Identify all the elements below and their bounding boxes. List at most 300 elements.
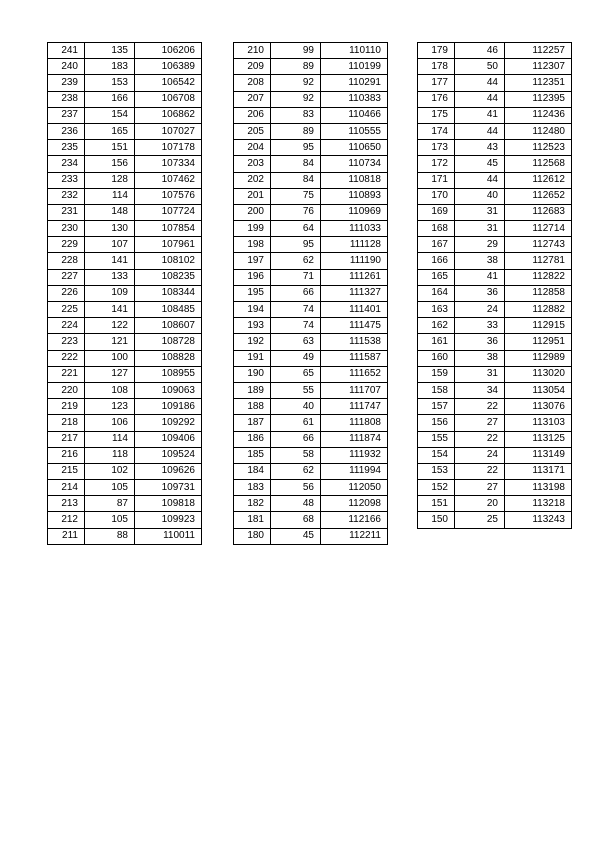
cumulative-cell: 107961	[135, 237, 202, 253]
table-row	[234, 447, 388, 463]
score-cell: 235	[48, 140, 85, 156]
score-cell: 212	[48, 512, 85, 528]
count-cell: 68	[271, 512, 321, 528]
table-row	[418, 269, 572, 285]
cumulative-cell: 112882	[505, 302, 572, 318]
score-cell: 174	[418, 123, 455, 139]
table-row	[48, 91, 202, 107]
cumulative-cell: 110734	[321, 156, 388, 172]
score-cell: 201	[234, 188, 271, 204]
cumulative-cell: 106862	[135, 107, 202, 123]
score-cell: 166	[418, 253, 455, 269]
count-cell: 105	[85, 480, 135, 496]
score-cell: 206	[234, 107, 271, 123]
score-cell: 156	[418, 415, 455, 431]
table-row	[234, 75, 388, 91]
count-cell: 121	[85, 334, 135, 350]
score-cell: 234	[48, 156, 85, 172]
cumulative-cell: 111707	[321, 382, 388, 398]
count-cell: 61	[271, 415, 321, 431]
score-cell: 203	[234, 156, 271, 172]
score-cell: 167	[418, 237, 455, 253]
count-cell: 45	[271, 528, 321, 544]
count-cell: 25	[455, 512, 505, 528]
table-row	[418, 415, 572, 431]
score-cell: 204	[234, 140, 271, 156]
table-row	[48, 415, 202, 431]
cumulative-cell: 109406	[135, 431, 202, 447]
count-cell: 99	[271, 43, 321, 59]
count-cell: 127	[85, 366, 135, 382]
count-cell: 44	[455, 123, 505, 139]
table-row	[48, 350, 202, 366]
score-cell: 239	[48, 75, 85, 91]
count-cell: 118	[85, 447, 135, 463]
count-cell: 31	[455, 366, 505, 382]
score-cell: 202	[234, 172, 271, 188]
count-cell: 66	[271, 431, 321, 447]
count-cell: 22	[455, 399, 505, 415]
count-cell: 36	[455, 334, 505, 350]
cumulative-cell: 111128	[321, 237, 388, 253]
score-cell: 219	[48, 399, 85, 415]
table-row	[234, 156, 388, 172]
table-row	[48, 75, 202, 91]
table-row	[418, 334, 572, 350]
table-row	[48, 382, 202, 398]
cumulative-cell: 110818	[321, 172, 388, 188]
cumulative-cell: 106542	[135, 75, 202, 91]
count-cell: 89	[271, 123, 321, 139]
count-cell: 84	[271, 172, 321, 188]
table-row	[48, 107, 202, 123]
cumulative-cell: 109186	[135, 399, 202, 415]
score-cell: 213	[48, 496, 85, 512]
score-cell: 207	[234, 91, 271, 107]
score-cell: 161	[418, 334, 455, 350]
score-table-3	[417, 42, 572, 529]
cumulative-cell: 108344	[135, 285, 202, 301]
cumulative-cell: 110466	[321, 107, 388, 123]
score-cell: 191	[234, 350, 271, 366]
table-row	[418, 399, 572, 415]
table-row	[418, 204, 572, 220]
count-cell: 20	[455, 496, 505, 512]
score-cell: 237	[48, 107, 85, 123]
score-cell: 224	[48, 318, 85, 334]
count-cell: 27	[455, 415, 505, 431]
cumulative-cell: 112257	[505, 43, 572, 59]
table-row	[418, 431, 572, 447]
cumulative-cell: 112523	[505, 140, 572, 156]
count-cell: 29	[455, 237, 505, 253]
score-cell: 160	[418, 350, 455, 366]
cumulative-cell: 111401	[321, 302, 388, 318]
count-cell: 46	[455, 43, 505, 59]
table-row	[234, 528, 388, 544]
score-cell: 179	[418, 43, 455, 59]
score-cell: 168	[418, 221, 455, 237]
cumulative-cell: 111932	[321, 447, 388, 463]
cumulative-cell: 112166	[321, 512, 388, 528]
cumulative-cell: 109524	[135, 447, 202, 463]
cumulative-cell: 111327	[321, 285, 388, 301]
score-cell: 241	[48, 43, 85, 59]
score-table-1	[47, 42, 202, 545]
count-cell: 74	[271, 318, 321, 334]
cumulative-cell: 109292	[135, 415, 202, 431]
count-cell: 38	[455, 253, 505, 269]
cumulative-cell: 112652	[505, 188, 572, 204]
table-row	[234, 463, 388, 479]
table-row	[48, 302, 202, 318]
cumulative-cell: 107178	[135, 140, 202, 156]
score-cell: 232	[48, 188, 85, 204]
count-cell: 33	[455, 318, 505, 334]
table-row	[234, 91, 388, 107]
score-cell: 229	[48, 237, 85, 253]
cumulative-cell: 107462	[135, 172, 202, 188]
score-cell: 217	[48, 431, 85, 447]
cumulative-cell: 108102	[135, 253, 202, 269]
table-row	[234, 253, 388, 269]
cumulative-cell: 111747	[321, 399, 388, 415]
count-cell: 141	[85, 253, 135, 269]
score-cell: 230	[48, 221, 85, 237]
table-row	[418, 512, 572, 528]
score-cell: 189	[234, 382, 271, 398]
table-row	[234, 221, 388, 237]
score-cell: 150	[418, 512, 455, 528]
count-cell: 48	[271, 496, 321, 512]
cumulative-cell: 109731	[135, 480, 202, 496]
score-cell: 218	[48, 415, 85, 431]
score-cell: 236	[48, 123, 85, 139]
cumulative-cell: 113125	[505, 431, 572, 447]
cumulative-cell: 110383	[321, 91, 388, 107]
score-cell: 182	[234, 496, 271, 512]
table-row	[234, 496, 388, 512]
table-row	[418, 221, 572, 237]
table-row	[48, 172, 202, 188]
score-cell: 220	[48, 382, 85, 398]
score-cell: 170	[418, 188, 455, 204]
table-row	[418, 463, 572, 479]
table-row	[418, 107, 572, 123]
count-cell: 40	[271, 399, 321, 415]
cumulative-cell: 108728	[135, 334, 202, 350]
cumulative-cell: 109923	[135, 512, 202, 528]
score-cell: 188	[234, 399, 271, 415]
score-cell: 175	[418, 107, 455, 123]
count-cell: 45	[455, 156, 505, 172]
count-cell: 107	[85, 237, 135, 253]
count-cell: 87	[85, 496, 135, 512]
table-row	[234, 107, 388, 123]
table-row	[48, 221, 202, 237]
cumulative-cell: 112822	[505, 269, 572, 285]
cumulative-cell: 107854	[135, 221, 202, 237]
score-cell: 171	[418, 172, 455, 188]
cumulative-cell: 107334	[135, 156, 202, 172]
count-cell: 114	[85, 188, 135, 204]
count-cell: 106	[85, 415, 135, 431]
table-row	[418, 318, 572, 334]
count-cell: 76	[271, 204, 321, 220]
count-cell: 56	[271, 480, 321, 496]
table-row	[418, 480, 572, 496]
count-cell: 166	[85, 91, 135, 107]
score-cell: 198	[234, 237, 271, 253]
count-cell: 27	[455, 480, 505, 496]
table-row	[234, 140, 388, 156]
score-cell: 205	[234, 123, 271, 139]
count-cell: 84	[271, 156, 321, 172]
count-cell: 41	[455, 107, 505, 123]
cumulative-cell: 107724	[135, 204, 202, 220]
table-row	[234, 431, 388, 447]
table-row	[234, 59, 388, 75]
cumulative-cell: 112951	[505, 334, 572, 350]
table-row	[48, 140, 202, 156]
table-row	[418, 43, 572, 59]
cumulative-cell: 113218	[505, 496, 572, 512]
cumulative-cell: 112436	[505, 107, 572, 123]
cumulative-cell: 106708	[135, 91, 202, 107]
table-row	[234, 512, 388, 528]
table-row	[418, 156, 572, 172]
count-cell: 100	[85, 350, 135, 366]
score-cell: 227	[48, 269, 85, 285]
cumulative-cell: 113054	[505, 382, 572, 398]
count-cell: 65	[271, 366, 321, 382]
count-cell: 74	[271, 302, 321, 318]
count-cell: 24	[455, 302, 505, 318]
cumulative-cell: 108955	[135, 366, 202, 382]
score-cell: 240	[48, 59, 85, 75]
cumulative-cell: 110110	[321, 43, 388, 59]
score-cell: 225	[48, 302, 85, 318]
table-row	[418, 447, 572, 463]
count-cell: 63	[271, 334, 321, 350]
cumulative-cell: 112743	[505, 237, 572, 253]
count-cell: 92	[271, 75, 321, 91]
table-row	[234, 318, 388, 334]
count-cell: 109	[85, 285, 135, 301]
score-cell: 214	[48, 480, 85, 496]
count-cell: 183	[85, 59, 135, 75]
table-row	[418, 188, 572, 204]
cumulative-cell: 110291	[321, 75, 388, 91]
table-row	[48, 123, 202, 139]
score-cell: 178	[418, 59, 455, 75]
count-cell: 108	[85, 382, 135, 398]
count-cell: 133	[85, 269, 135, 285]
cumulative-cell: 112568	[505, 156, 572, 172]
table-row	[48, 188, 202, 204]
count-cell: 66	[271, 285, 321, 301]
table-row	[48, 496, 202, 512]
cumulative-cell: 110893	[321, 188, 388, 204]
count-cell: 31	[455, 221, 505, 237]
count-cell: 122	[85, 318, 135, 334]
table-row	[234, 480, 388, 496]
score-cell: 157	[418, 399, 455, 415]
count-cell: 64	[271, 221, 321, 237]
table-row	[418, 172, 572, 188]
score-cell: 223	[48, 334, 85, 350]
score-cell: 195	[234, 285, 271, 301]
count-cell: 89	[271, 59, 321, 75]
count-cell: 49	[271, 350, 321, 366]
count-cell: 75	[271, 188, 321, 204]
table-row	[234, 366, 388, 382]
table-row	[418, 123, 572, 139]
cumulative-cell: 113103	[505, 415, 572, 431]
count-cell: 88	[85, 528, 135, 544]
cumulative-cell: 111994	[321, 463, 388, 479]
cumulative-cell: 110969	[321, 204, 388, 220]
count-cell: 114	[85, 431, 135, 447]
score-cell: 183	[234, 480, 271, 496]
score-cell: 226	[48, 285, 85, 301]
cumulative-cell: 112395	[505, 91, 572, 107]
cumulative-cell: 109626	[135, 463, 202, 479]
score-cell: 200	[234, 204, 271, 220]
count-cell: 95	[271, 237, 321, 253]
count-cell: 141	[85, 302, 135, 318]
count-cell: 156	[85, 156, 135, 172]
count-cell: 135	[85, 43, 135, 59]
score-cell: 194	[234, 302, 271, 318]
count-cell: 58	[271, 447, 321, 463]
table-row	[48, 366, 202, 382]
cumulative-cell: 112211	[321, 528, 388, 544]
count-cell: 50	[455, 59, 505, 75]
cumulative-cell: 112351	[505, 75, 572, 91]
table-row	[418, 59, 572, 75]
score-cell: 158	[418, 382, 455, 398]
table-row	[234, 204, 388, 220]
score-cell: 177	[418, 75, 455, 91]
cumulative-cell: 108607	[135, 318, 202, 334]
count-cell: 105	[85, 512, 135, 528]
cumulative-cell: 112781	[505, 253, 572, 269]
cumulative-cell: 111652	[321, 366, 388, 382]
count-cell: 153	[85, 75, 135, 91]
count-cell: 22	[455, 463, 505, 479]
score-cell: 163	[418, 302, 455, 318]
cumulative-cell: 111190	[321, 253, 388, 269]
score-cell: 208	[234, 75, 271, 91]
table-row	[48, 253, 202, 269]
cumulative-cell: 112683	[505, 204, 572, 220]
count-cell: 44	[455, 91, 505, 107]
count-cell: 123	[85, 399, 135, 415]
cumulative-cell: 111874	[321, 431, 388, 447]
score-cell: 222	[48, 350, 85, 366]
score-cell: 154	[418, 447, 455, 463]
score-cell: 180	[234, 528, 271, 544]
score-cell: 176	[418, 91, 455, 107]
score-cell: 228	[48, 253, 85, 269]
table-row	[234, 123, 388, 139]
table-row	[418, 350, 572, 366]
score-cell: 162	[418, 318, 455, 334]
cumulative-cell: 113149	[505, 447, 572, 463]
score-cell: 199	[234, 221, 271, 237]
table-row	[234, 382, 388, 398]
table-row	[48, 269, 202, 285]
cumulative-cell: 107027	[135, 123, 202, 139]
table-row	[48, 399, 202, 415]
cumulative-cell: 112714	[505, 221, 572, 237]
cumulative-cell: 111808	[321, 415, 388, 431]
count-cell: 40	[455, 188, 505, 204]
count-cell: 71	[271, 269, 321, 285]
table-row	[234, 172, 388, 188]
score-cell: 151	[418, 496, 455, 512]
cumulative-cell: 112050	[321, 480, 388, 496]
count-cell: 148	[85, 204, 135, 220]
table-row	[234, 285, 388, 301]
table-row	[234, 188, 388, 204]
cumulative-cell: 108235	[135, 269, 202, 285]
score-cell: 216	[48, 447, 85, 463]
count-cell: 154	[85, 107, 135, 123]
cumulative-cell: 111261	[321, 269, 388, 285]
count-cell: 62	[271, 463, 321, 479]
table-row	[234, 399, 388, 415]
score-cell: 238	[48, 91, 85, 107]
table-row	[48, 59, 202, 75]
table-row	[48, 463, 202, 479]
count-cell: 44	[455, 172, 505, 188]
table-row	[48, 528, 202, 544]
table-row	[234, 350, 388, 366]
cumulative-cell: 108828	[135, 350, 202, 366]
cumulative-cell: 110555	[321, 123, 388, 139]
table-row	[418, 75, 572, 91]
count-cell: 22	[455, 431, 505, 447]
table-row	[418, 496, 572, 512]
table-row	[234, 302, 388, 318]
score-cell: 155	[418, 431, 455, 447]
score-cell: 193	[234, 318, 271, 334]
cumulative-cell: 110199	[321, 59, 388, 75]
table-row	[48, 334, 202, 350]
table-row	[234, 43, 388, 59]
table-row	[48, 480, 202, 496]
count-cell: 43	[455, 140, 505, 156]
cumulative-cell: 112480	[505, 123, 572, 139]
score-cell: 221	[48, 366, 85, 382]
score-table-2	[233, 42, 388, 545]
count-cell: 36	[455, 285, 505, 301]
score-cell: 184	[234, 463, 271, 479]
score-cell: 197	[234, 253, 271, 269]
cumulative-cell: 112307	[505, 59, 572, 75]
score-cell: 211	[48, 528, 85, 544]
score-cell: 186	[234, 431, 271, 447]
count-cell: 34	[455, 382, 505, 398]
score-cell: 187	[234, 415, 271, 431]
count-cell: 41	[455, 269, 505, 285]
cumulative-cell: 111538	[321, 334, 388, 350]
table-row	[418, 140, 572, 156]
score-cell: 159	[418, 366, 455, 382]
score-cell: 169	[418, 204, 455, 220]
